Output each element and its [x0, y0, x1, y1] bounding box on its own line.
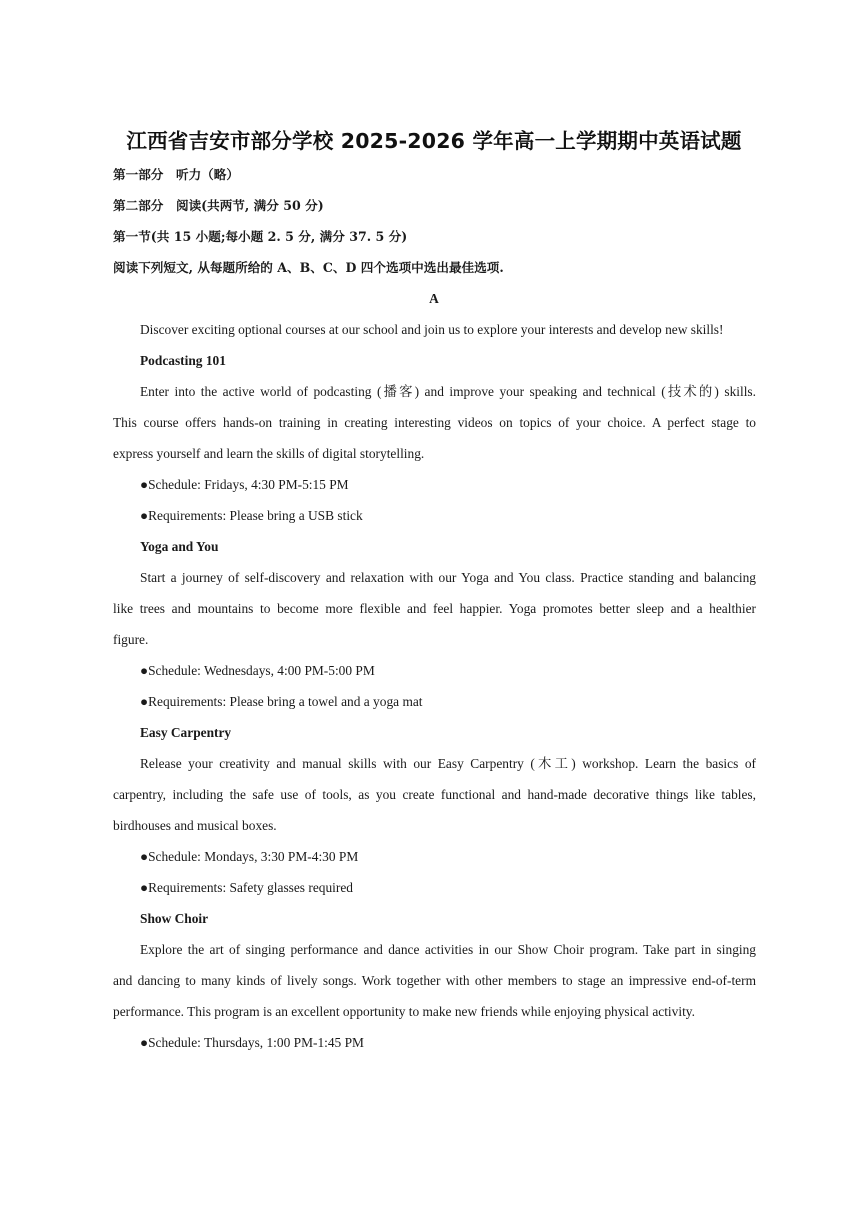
course-desc-line: Enter into the active world of podcasting (播客) and improve your speaking and technical (技术的) skills. [140, 384, 756, 399]
passage-label: A [429, 291, 439, 306]
course-name: Show Choir [140, 911, 209, 926]
course-requirements: ●Requirements: Please bring a towel and a yoga mat [140, 694, 423, 709]
passage-intro: Discover exciting optional courses at our school and join us to explore your interests and develop new skills! [140, 322, 724, 337]
course-desc-line: Start a journey of self-discovery and relaxation with our Yoga and You class. Practice standing and balancing [140, 570, 756, 585]
course-requirements: ●Requirements: Please bring a USB stick [140, 508, 363, 523]
section1-heading: 第一节(共 15 小题;每小题 2. 5 分, 满分 37. 5 分) [113, 229, 408, 244]
exam-title: 江西省吉安市部分学校 2025-2026 学年高一上学期期中英语试题 [126, 129, 742, 153]
course-desc-line: performance. This program is an excellent opportunity to make new friends while enjoying physical activity. [113, 1004, 695, 1019]
course-desc-line: express yourself and learn the skills of digital storytelling. [113, 446, 425, 461]
course-desc-line: This course offers hands-on training in creating interesting videos on topics of your choice. A perfect stage to [113, 415, 756, 430]
course-desc-line: Explore the art of singing performance and dance activities in our Show Choir program. Take part in singing [140, 942, 756, 957]
course-desc-line: Release your creativity and manual skills with our Easy Carpentry (木工) workshop. Learn the basics of [140, 756, 756, 771]
course-desc-line: and dancing to many kinds of lively songs. Work together with other members to stage an impressive end-of-term [113, 973, 756, 988]
course-requirements: ●Requirements: Safety glasses required [140, 880, 353, 895]
course-desc-line: carpentry, including the safe use of tools, as you create functional and hand-made decorative things like tables, [113, 787, 756, 802]
part2-heading: 第二部分 阅读(共两节, 满分 50 分) [113, 198, 324, 213]
course-schedule: ●Schedule: Fridays, 4:30 PM-5:15 PM [140, 477, 349, 492]
course-name: Podcasting 101 [140, 353, 226, 368]
course-desc-line: birdhouses and musical boxes. [113, 818, 277, 833]
course-schedule: ●Schedule: Wednesdays, 4:00 PM-5:00 PM [140, 663, 375, 678]
part1-heading: 第一部分 听力（略） [113, 167, 239, 182]
course-desc-line: figure. [113, 632, 149, 647]
course-schedule: ●Schedule: Mondays, 3:30 PM-4:30 PM [140, 849, 359, 864]
course-name: Easy Carpentry [140, 725, 232, 740]
course-schedule: ●Schedule: Thursdays, 1:00 PM-1:45 PM [140, 1035, 364, 1050]
course-desc-line: like trees and mountains to become more flexible and feel happier. Yoga promotes better sleep and a healthier [113, 601, 756, 616]
course-name: Yoga and You [140, 539, 219, 554]
instruction-text: 阅读下列短文, 从每题所给的 A、B、C、D 四个选项中选出最佳选项. [113, 260, 504, 275]
